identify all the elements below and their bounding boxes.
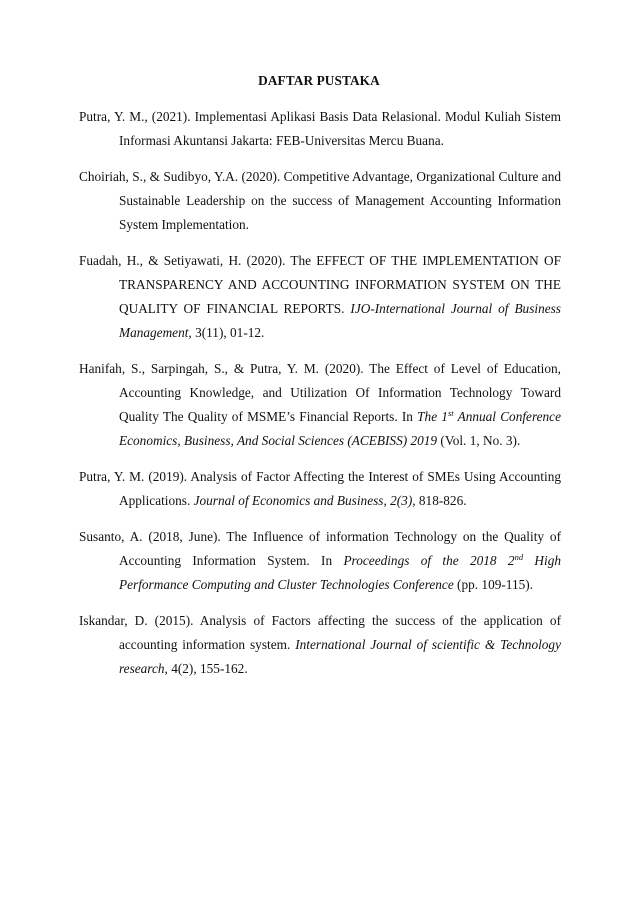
page-title: DAFTAR PUSTAKA — [258, 73, 380, 88]
reference-source-part: Proceedings of the 2018 2 — [343, 553, 515, 568]
reference-details: (Vol. 1, No. 3). — [437, 433, 521, 448]
reference-entry — [79, 525, 561, 597]
reference-list — [79, 105, 561, 693]
reference-text: Iskandar, D. (2015). Analysis of Factors affecting the success of the application of accounting information system. — [79, 613, 561, 652]
reference-source-part: The 1 — [417, 409, 448, 424]
reference-text: Susanto, A. (2018, June). The Influence of information Technology on the Quality of Accounting Information System. In — [79, 529, 561, 568]
reference-source: International Journal of scientific & Technology research — [119, 637, 561, 676]
reference-source: Journal of Economics and Business, 2(3) — [193, 493, 413, 508]
reference-text: Choiriah, S., & Sudibyo, Y.A. (2020). Competitive Advantage, Organizational Culture and Sustainable Leadership on the success of Management Accounting Information System Implementation. — [79, 169, 561, 232]
reference-source-part: Annual Conference Economics, Business, And Social Sciences (ACEBISS) 2019 — [119, 409, 561, 448]
reference-text: Putra, Y. M. (2019). Analysis of Factor Affecting the Interest of SMEs Using Accounting Applications. — [79, 469, 561, 508]
reference-entry — [79, 249, 561, 345]
ordinal-superscript: st — [447, 408, 454, 418]
reference-source-part: High Performance Computing and Cluster Technologies Conference — [119, 553, 562, 592]
reference-details: , 3(11), 01-12. — [188, 325, 265, 340]
reference-entry — [79, 357, 561, 453]
reference-details: , 4(2), 155-162. — [164, 661, 248, 676]
reference-details: (pp. 109-115). — [453, 577, 534, 592]
reference-text: Hanifah, S., Sarpingah, S., & Putra, Y. M. (2020). The Effect of Level of Education, Accounting Knowledge, and Utilization Of Information Technology Toward Quality The Quality of MSME’s Financial Reports. In — [79, 361, 561, 424]
reference-entry — [79, 609, 561, 681]
reference-source: IJO-International Journal of Business Management — [119, 301, 561, 340]
reference-entry — [79, 105, 561, 153]
reference-text: Fuadah, H., & Setiyawati, H. (2020). The EFFECT OF THE IMPLEMENTATION OF TRANSPARENCY AND ACCOUNTING INFORMATION SYSTEM ON THE QUALITY OF FINANCIAL REPORTS. — [79, 253, 561, 316]
ordinal-superscript: nd — [514, 552, 524, 562]
reference-entry — [79, 165, 561, 237]
reference-entry — [79, 465, 561, 513]
reference-text: Putra, Y. M., (2021). Implementasi Aplikasi Basis Data Relasional. Modul Kuliah Sistem Informasi Akuntansi Jakarta: FEB-Universitas Mercu Buana. — [79, 109, 561, 148]
reference-details: , 818-826. — [412, 493, 467, 508]
